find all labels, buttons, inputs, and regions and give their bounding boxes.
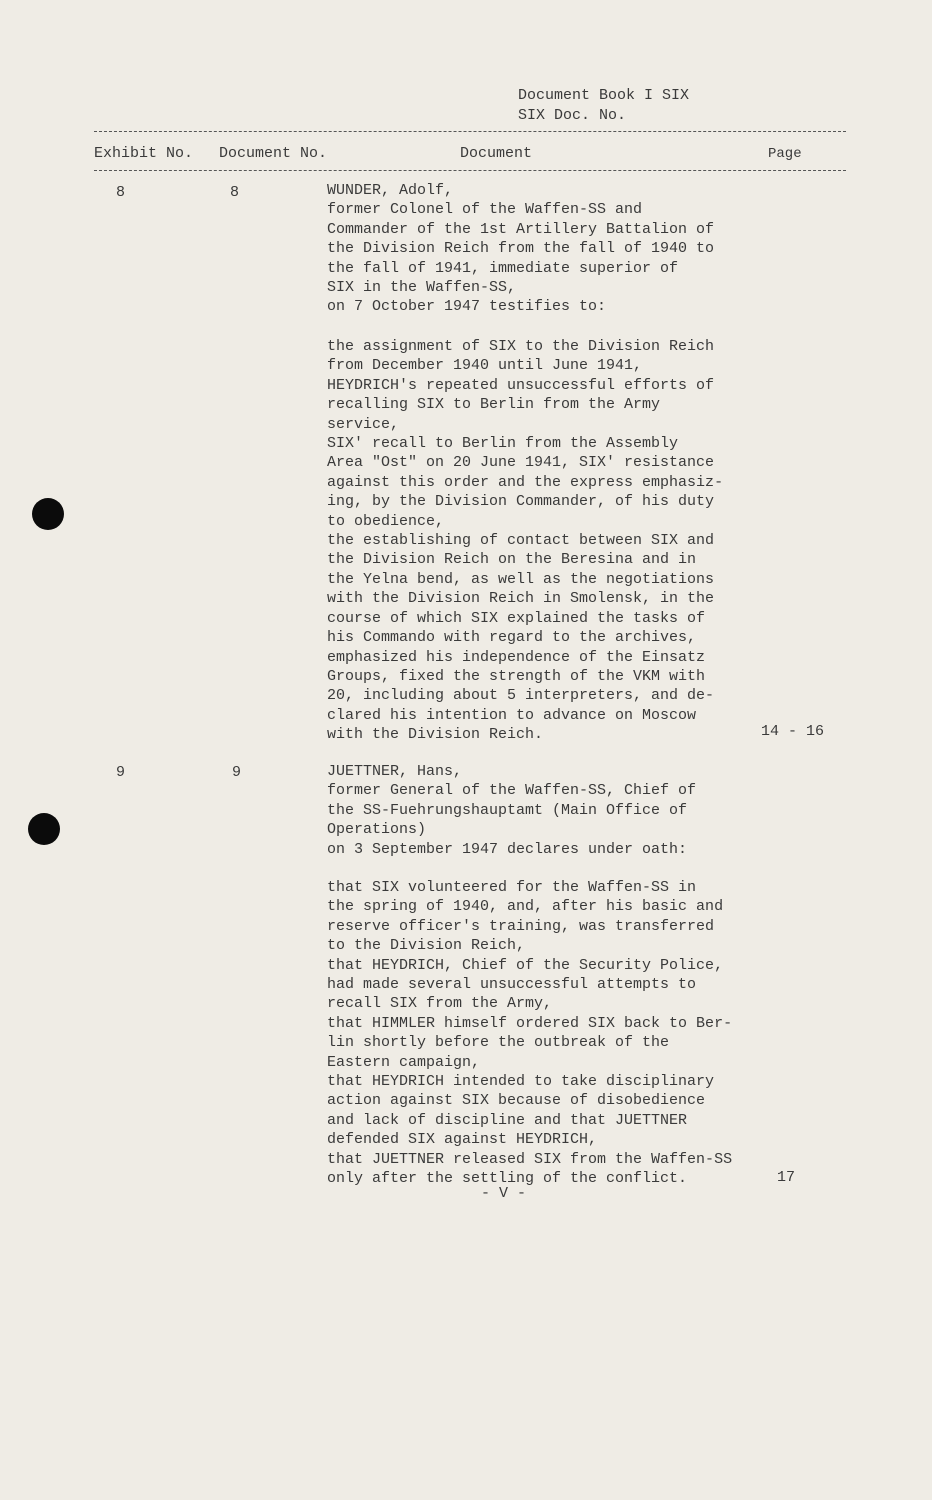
page-reference: 14 - 16	[761, 723, 825, 740]
column-header-exhibit: Exhibit No.	[94, 145, 194, 162]
exhibit-number: 9	[116, 764, 126, 781]
entry-intro: WUNDER, Adolf, former Colonel of the Waffen-SS and Commander of the 1st Artillery Battalion of the Division Reich from the fall of 1940 to the fall of 1941, immediate superior of SIX in the Waffen-SS, on 7 October 1947 testifies to:	[327, 182, 715, 316]
doc-number-line: SIX Doc. No.	[518, 107, 627, 124]
entry-body: the assignment of SIX to the Division Reich from December 1940 until June 1941, HEYDRICH's repeated unsuccessful efforts of recalling SIX to Berlin from the Army service, SIX' recall to Berlin from the Assembly Area "Ost" on 20 June 1941, SIX' resistance against this order and the express emphasiz- ing, by the Division Commander, of his duty to obedience, the establishing of contact between SIX and the Division Reich on the Beresina and in the Yelna bend, as well as the negotiations with the Division Reich in Smolensk, in the course of which SIX explained the tasks of his Commando with regard to the archives, emphasized his independence of the Einsatz Groups, fixed the strength of the VKM with 20, including about 5 interpreters, and de- clared his intention to advance on Moscow with the Division Reich.	[327, 338, 724, 744]
exhibit-number: 8	[116, 184, 126, 201]
document-header	[518, 86, 689, 126]
column-header-document-no: Document No.	[219, 145, 328, 162]
page-reference: 17	[777, 1169, 796, 1186]
document-number: 8	[230, 184, 240, 201]
document-book-line: Document Book I SIX	[518, 87, 690, 104]
document-number: 9	[232, 764, 242, 781]
column-header-document: Document	[460, 145, 533, 162]
punch-hole-upper	[32, 498, 64, 530]
punch-hole-lower	[28, 813, 60, 845]
entry-intro: JUETTNER, Hans, former General of the Waffen-SS, Chief of the SS-Fuehrungshauptamt (Main Office of Operations) on 3 September 1947 declares under oath:	[327, 763, 697, 858]
top-rule	[94, 131, 846, 132]
entry-body: that SIX volunteered for the Waffen-SS in the spring of 1940, and, after his basic and reserve officer's training, was transferred to the Division Reich, that HEYDRICH, Chief of the Security Police, had made several unsuccessful attempts to recall SIX from the Army, that HIMMLER himself ordered SIX back to Ber- lin shortly before the outbreak of the Eastern campaign, that HEYDRICH intended to take disciplinary action against SIX because of disobedience and lack of discipline and that JUETTNER defended SIX against HEYDRICH, that JUETTNER released SIX from the Waffen-SS only after the settling of the conflict.	[327, 879, 733, 1188]
page-number-mark: - V -	[481, 1185, 527, 1202]
column-header-page: Page	[768, 146, 802, 162]
header-rule	[94, 170, 846, 171]
